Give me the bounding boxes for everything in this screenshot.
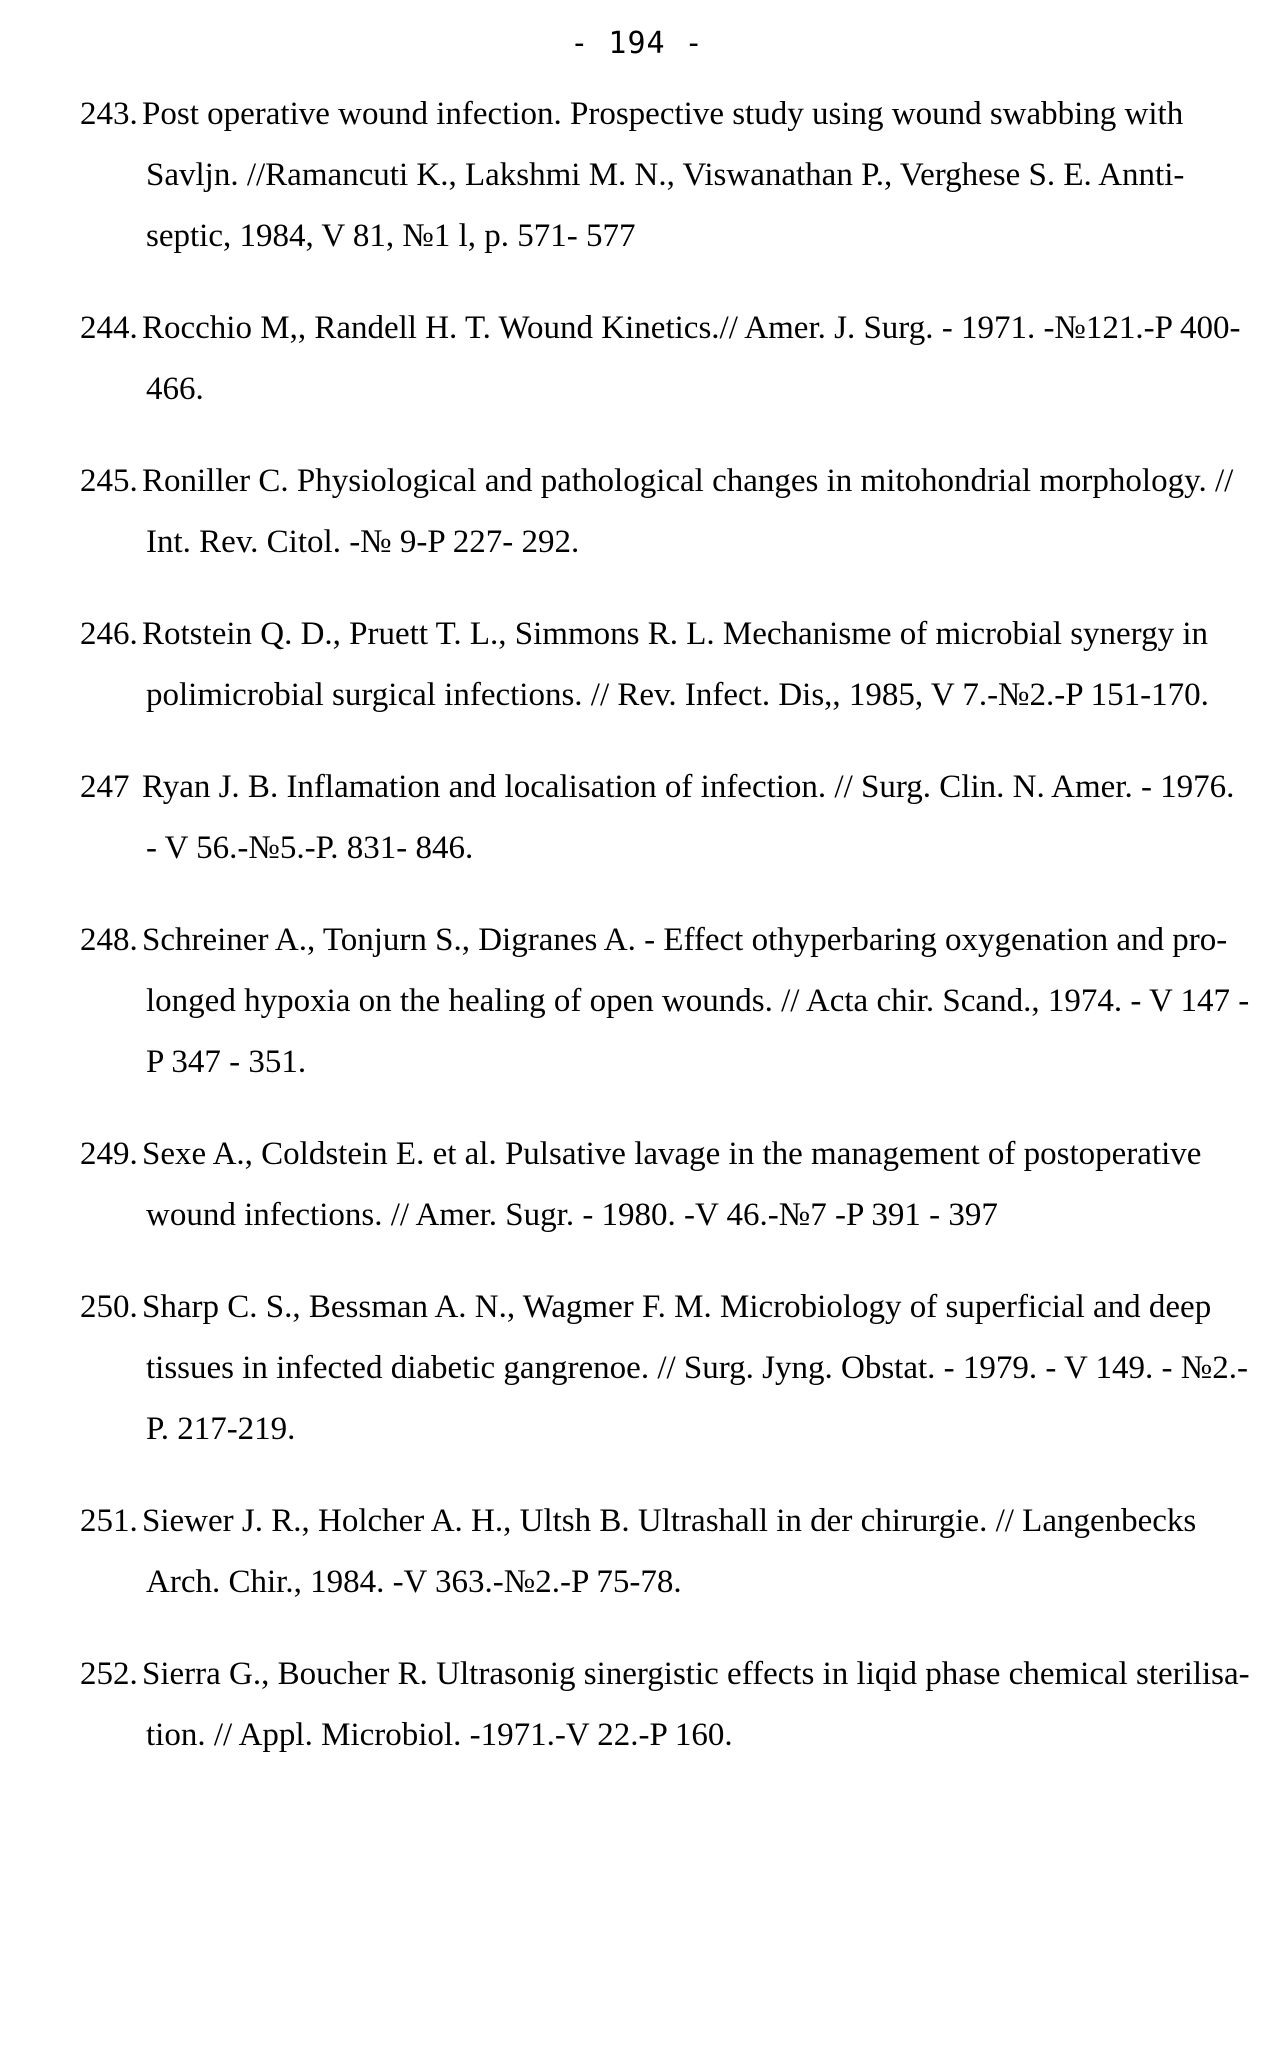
reference-number: 244. (80, 310, 138, 346)
reference-item-252 (80, 1644, 1250, 1766)
reference-number: 245. (80, 463, 138, 499)
reference-item-245 (80, 451, 1250, 573)
reference-item-247 (80, 757, 1250, 879)
reference-number: 243. (80, 96, 138, 132)
reference-text: Schreiner A., Tonjurn S., Digranes A. - Effect othyperbaring oxygenation and pro-longed hypoxia on the healing of open wounds. // Acta chir. Scand., 1974. - V 147 - P 347 - 351. (142, 922, 1250, 1080)
reference-number: 246. (80, 616, 138, 652)
reference-item-250 (80, 1277, 1250, 1460)
reference-text: Post operative wound infection. Prospective study using wound swabbing with Savljn. //Ramancuti K., Lakshmi M. N., Viswanathan P., Verghese S. E. Annti-septic, 1984, V 81, №1 l, p. 571- 577 (142, 96, 1185, 254)
reference-number: 251. (80, 1503, 138, 1539)
reference-text: Ryan J. B. Inflamation and localisation of infection. // Surg. Clin. N. Amer. - 1976. - V 56.-№5.-P. 831- 846. (142, 769, 1235, 866)
reference-item-251 (80, 1491, 1250, 1613)
page-number: - 194 - (570, 26, 704, 61)
reference-number: 248. (80, 922, 138, 958)
reference-text: Sierra G., Boucher R. Ultrasonig sinergistic effects in liqid phase chemical sterilisa-tion. // Appl. Microbiol. -1971.-V 22.-P 160. (142, 1656, 1250, 1753)
reference-number: 252. (80, 1656, 138, 1692)
reference-item-249 (80, 1124, 1250, 1246)
reference-list (80, 84, 1250, 1797)
reference-text: Rotstein Q. D., Pruett T. L., Simmons R. L. Mechanisme of microbial synergy in polimicrobial surgical infections. // Rev. Infect. Dis,, 1985, V 7.-№2.-P 151-170. (142, 616, 1209, 713)
reference-item-243 (80, 84, 1250, 267)
reference-text: Sharp C. S., Bessman A. N., Wagmer F. M. Microbiology of superficial and deep tissues in infected diabetic gangrenoe. // Surg. Jyng. Obstat. - 1979. - V 149. - №2.-P. 217-219. (142, 1289, 1248, 1447)
reference-item-244 (80, 298, 1250, 420)
reference-text: Siewer J. R., Holcher A. H., Ultsh B. Ultrashall in der chirurgie. // Langenbecks Arch. Chir., 1984. -V 363.-№2.-P 75-78. (142, 1503, 1197, 1600)
reference-item-248 (80, 910, 1250, 1093)
reference-text: Rocchio M,, Randell H. T. Wound Kinetics.// Amer. J. Surg. - 1971. -№121.-P 400- 466. (142, 310, 1241, 407)
reference-number: 250. (80, 1289, 138, 1325)
reference-number: 247 (80, 769, 130, 805)
reference-text: Roniller C. Physiological and pathological changes in mitohondrial morphology. // Int. Rev. Citol. -№ 9-P 227- 292. (142, 463, 1234, 560)
reference-item-246 (80, 604, 1250, 726)
reference-number: 249. (80, 1136, 138, 1172)
reference-text: Sexe A., Coldstein E. et al. Pulsative lavage in the management of postoperative wound infections. // Amer. Sugr. - 1980. -V 46.-№7 -P 391 - 397 (142, 1136, 1202, 1233)
